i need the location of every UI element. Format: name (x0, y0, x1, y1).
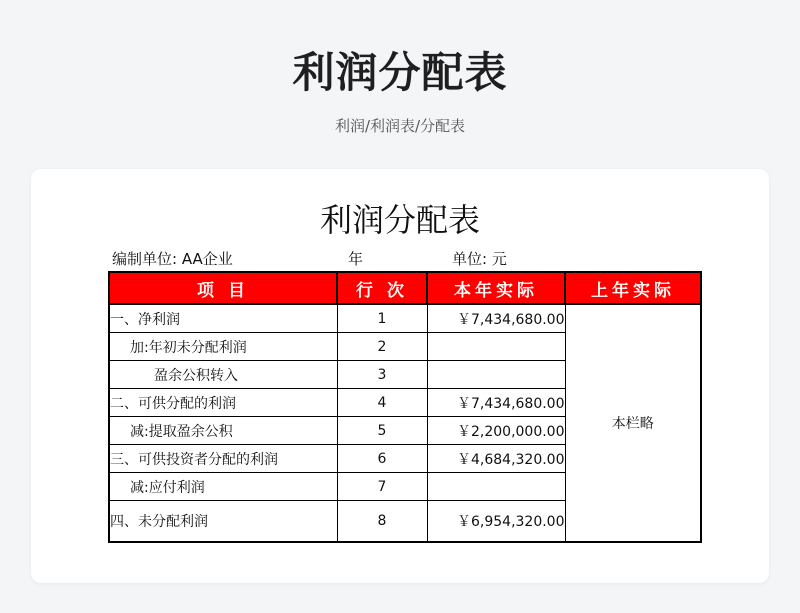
row-amount[interactable]: ￥7,434,680.00 (427, 304, 565, 333)
row-item[interactable]: 加:年初未分配利润 (109, 333, 337, 361)
row-item[interactable]: 盈余公积转入 (109, 361, 337, 389)
currency-unit: 元 (491, 250, 507, 268)
row-amount[interactable]: ￥4,684,320.00 (427, 445, 565, 473)
company-meta (112, 248, 233, 269)
row-amount[interactable] (427, 333, 565, 361)
row-seq[interactable]: 5 (337, 417, 427, 445)
row-item[interactable]: 四、未分配利润 (109, 501, 337, 543)
row-seq[interactable]: 6 (337, 445, 427, 473)
row-item[interactable]: 三、可供投资者分配的利润 (109, 445, 337, 473)
row-amount[interactable]: ￥7,434,680.00 (427, 389, 565, 417)
row-seq[interactable]: 8 (337, 501, 427, 543)
column-header-current-year: 本年实际 (427, 272, 565, 304)
year-label: 年 (348, 250, 364, 268)
column-header-seq: 行 次 (337, 272, 427, 304)
row-item[interactable]: 减:应付利润 (109, 473, 337, 501)
row-seq[interactable]: 7 (337, 473, 427, 501)
row-item[interactable]: 一、净利润 (109, 304, 337, 333)
table-header-row (109, 272, 701, 304)
table-row (109, 304, 701, 333)
company-label: 编制单位: (112, 250, 178, 268)
column-header-prior-year: 上年实际 (565, 272, 701, 304)
sheet-title: 利润分配表 (319, 201, 480, 239)
page-title: 利润分配表 (292, 48, 508, 97)
row-amount[interactable]: ￥6,954,320.00 (427, 501, 565, 543)
row-item[interactable]: 二、可供分配的利润 (109, 389, 337, 417)
prior-year-note[interactable]: 本栏略 (565, 304, 701, 542)
row-seq[interactable]: 3 (337, 361, 427, 389)
row-amount[interactable]: ￥2,200,000.00 (427, 417, 565, 445)
currency-label: 单位: (452, 250, 488, 268)
row-amount[interactable] (427, 361, 565, 389)
row-amount[interactable] (427, 473, 565, 501)
profit-distribution-table (108, 271, 702, 543)
row-seq[interactable]: 1 (337, 304, 427, 333)
currency-meta (452, 248, 507, 269)
row-item[interactable]: 减:提取盈余公积 (109, 417, 337, 445)
breadcrumb: 利润/利润表/分配表 (334, 117, 466, 135)
company-name: AA企业 (181, 250, 233, 268)
row-seq[interactable]: 2 (337, 333, 427, 361)
column-header-item: 项 目 (109, 272, 337, 304)
row-seq[interactable]: 4 (337, 389, 427, 417)
